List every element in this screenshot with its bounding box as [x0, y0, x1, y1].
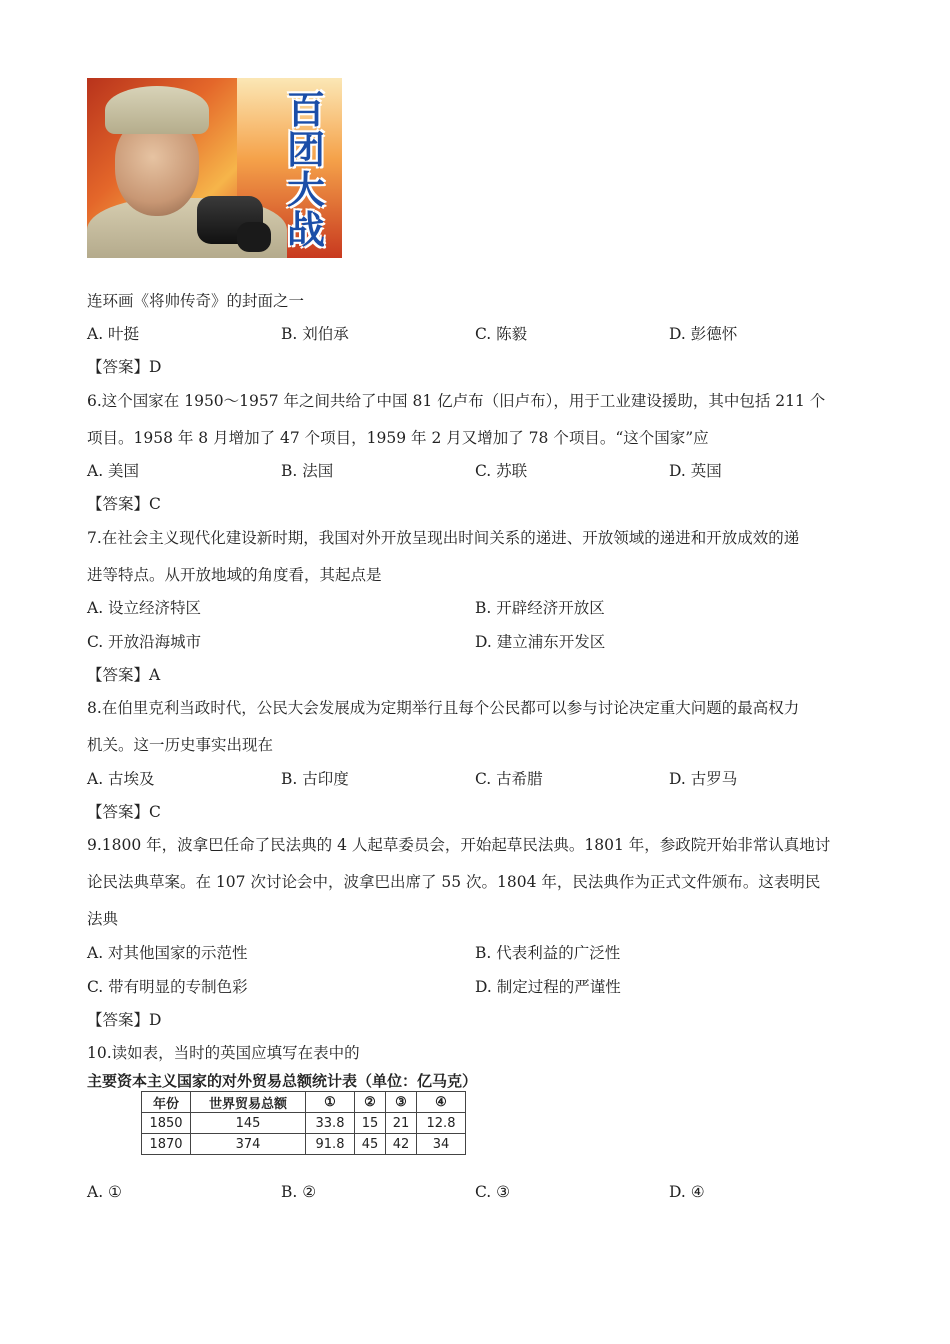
q10-text-line1: 10.读如表，当时的英国应填写在表中的: [87, 1044, 360, 1062]
q6-option-b: B. 法国: [281, 462, 334, 480]
q9-text-line1: 9.1800 年，波拿巴任命了民法典的 4 人起草委员会，开始起草民法典。1801 年，参政院开始非常认真地讨: [87, 836, 831, 854]
table-row: [142, 1113, 466, 1134]
q6-text-line2: 项目。1958 年 8 月增加了 47 个项目，1959 年 2 月又增加了 78 个项目。“这个国家”应: [87, 429, 709, 447]
cover-caption: 连环画《将帅传奇》的封面之一: [87, 292, 305, 310]
table-header-cell: ④: [417, 1092, 466, 1113]
q8-option-a: A. 古埃及: [87, 770, 155, 788]
table-header-cell: ①: [306, 1092, 355, 1113]
table-header-cell: ②: [355, 1092, 386, 1113]
q8-answer: 【答案】C: [87, 803, 161, 821]
cover-title-art: 百团大战: [286, 88, 325, 252]
q9-option-b: B. 代表利益的广泛性: [475, 944, 621, 962]
q6-text-line1: 6.这个国家在 1950～1957 年之间共给了中国 81 亿卢布（旧卢布），用于工业建设援助，其中包括 211 个: [87, 392, 826, 410]
table-cell: 33.8: [306, 1113, 355, 1134]
q10-option-c: C. ③: [475, 1183, 511, 1201]
q5-option-c: C. 陈毅: [475, 325, 528, 343]
table-cell: 1870: [142, 1134, 191, 1155]
q7-option-d: D. 建立浦东开发区: [475, 633, 606, 651]
q9-option-c: C. 带有明显的专制色彩: [87, 978, 248, 996]
table-caption: 主要资本主义国家的对外贸易总额统计表（单位：亿马克）: [87, 1072, 478, 1090]
cover-image: [87, 78, 342, 258]
q10-option-b: B. ②: [281, 1183, 317, 1201]
table-cell: 15: [355, 1113, 386, 1134]
table-header-cell: 世界贸易总额: [191, 1092, 306, 1113]
q6-option-c: C. 苏联: [475, 462, 528, 480]
q9-option-d: D. 制定过程的严谨性: [475, 978, 621, 996]
q8-option-c: C. 古希腊: [475, 770, 543, 788]
q9-text-line2: 论民法典草案。在 107 次讨论会中，波拿巴出席了 55 次。1804 年，民法典作为正式文件颁布。这表明民: [87, 873, 821, 891]
table-cell: 374: [191, 1134, 306, 1155]
q8-text-line2: 机关。这一历史事实出现在: [87, 736, 274, 754]
q9-answer: 【答案】D: [87, 1011, 162, 1029]
q5-option-b: B. 刘伯承: [281, 325, 349, 343]
q5-option-a: A. 叶挺: [87, 325, 140, 343]
q7-option-b: B. 开辟经济开放区: [475, 599, 605, 617]
q6-option-a: A. 美国: [87, 462, 140, 480]
q7-answer: 【答案】A: [87, 666, 161, 684]
table-row: [142, 1134, 466, 1155]
table-cell: 42: [386, 1134, 417, 1155]
q10-option-a: A. ①: [87, 1183, 122, 1201]
table-cell: 145: [191, 1113, 306, 1134]
q8-option-d: D. 古罗马: [669, 770, 738, 788]
binoculars-icon: [197, 196, 263, 244]
q8-option-b: B. 古印度: [281, 770, 349, 788]
table-header-cell: ③: [386, 1092, 417, 1113]
q10-option-d: D. ④: [669, 1183, 705, 1201]
q6-answer: 【答案】C: [87, 495, 161, 513]
q7-text-line1: 7.在社会主义现代化建设新时期，我国对外开放呈现出时间关系的递进、开放领域的递进和开放成效的递: [87, 529, 800, 547]
table-cell: 45: [355, 1134, 386, 1155]
table-cell: 1850: [142, 1113, 191, 1134]
table-header-cell: 年份: [142, 1092, 191, 1113]
table-cell: 34: [417, 1134, 466, 1155]
q8-text-line1: 8.在伯里克利当政时代，公民大会发展成为定期举行且每个公民都可以参与讨论决定重大问题的最高权力: [87, 699, 800, 717]
table-header-row: [142, 1092, 466, 1113]
trade-table: [141, 1091, 466, 1155]
q9-text-line3: 法典: [87, 910, 119, 928]
q7-text-line2: 进等特点。从开放地域的角度看，其起点是: [87, 566, 382, 584]
table-cell: 12.8: [417, 1113, 466, 1134]
table-cell: 21: [386, 1113, 417, 1134]
q5-option-d: D. 彭德怀: [669, 325, 738, 343]
cover-figure-cap: [105, 86, 209, 134]
table-cell: 91.8: [306, 1134, 355, 1155]
q7-option-a: A. 设立经济特区: [87, 599, 202, 617]
q6-option-d: D. 英国: [669, 462, 722, 480]
q9-option-a: A. 对其他国家的示范性: [87, 944, 248, 962]
q5-answer: 【答案】D: [87, 358, 162, 376]
q7-option-c: C. 开放沿海城市: [87, 633, 202, 651]
